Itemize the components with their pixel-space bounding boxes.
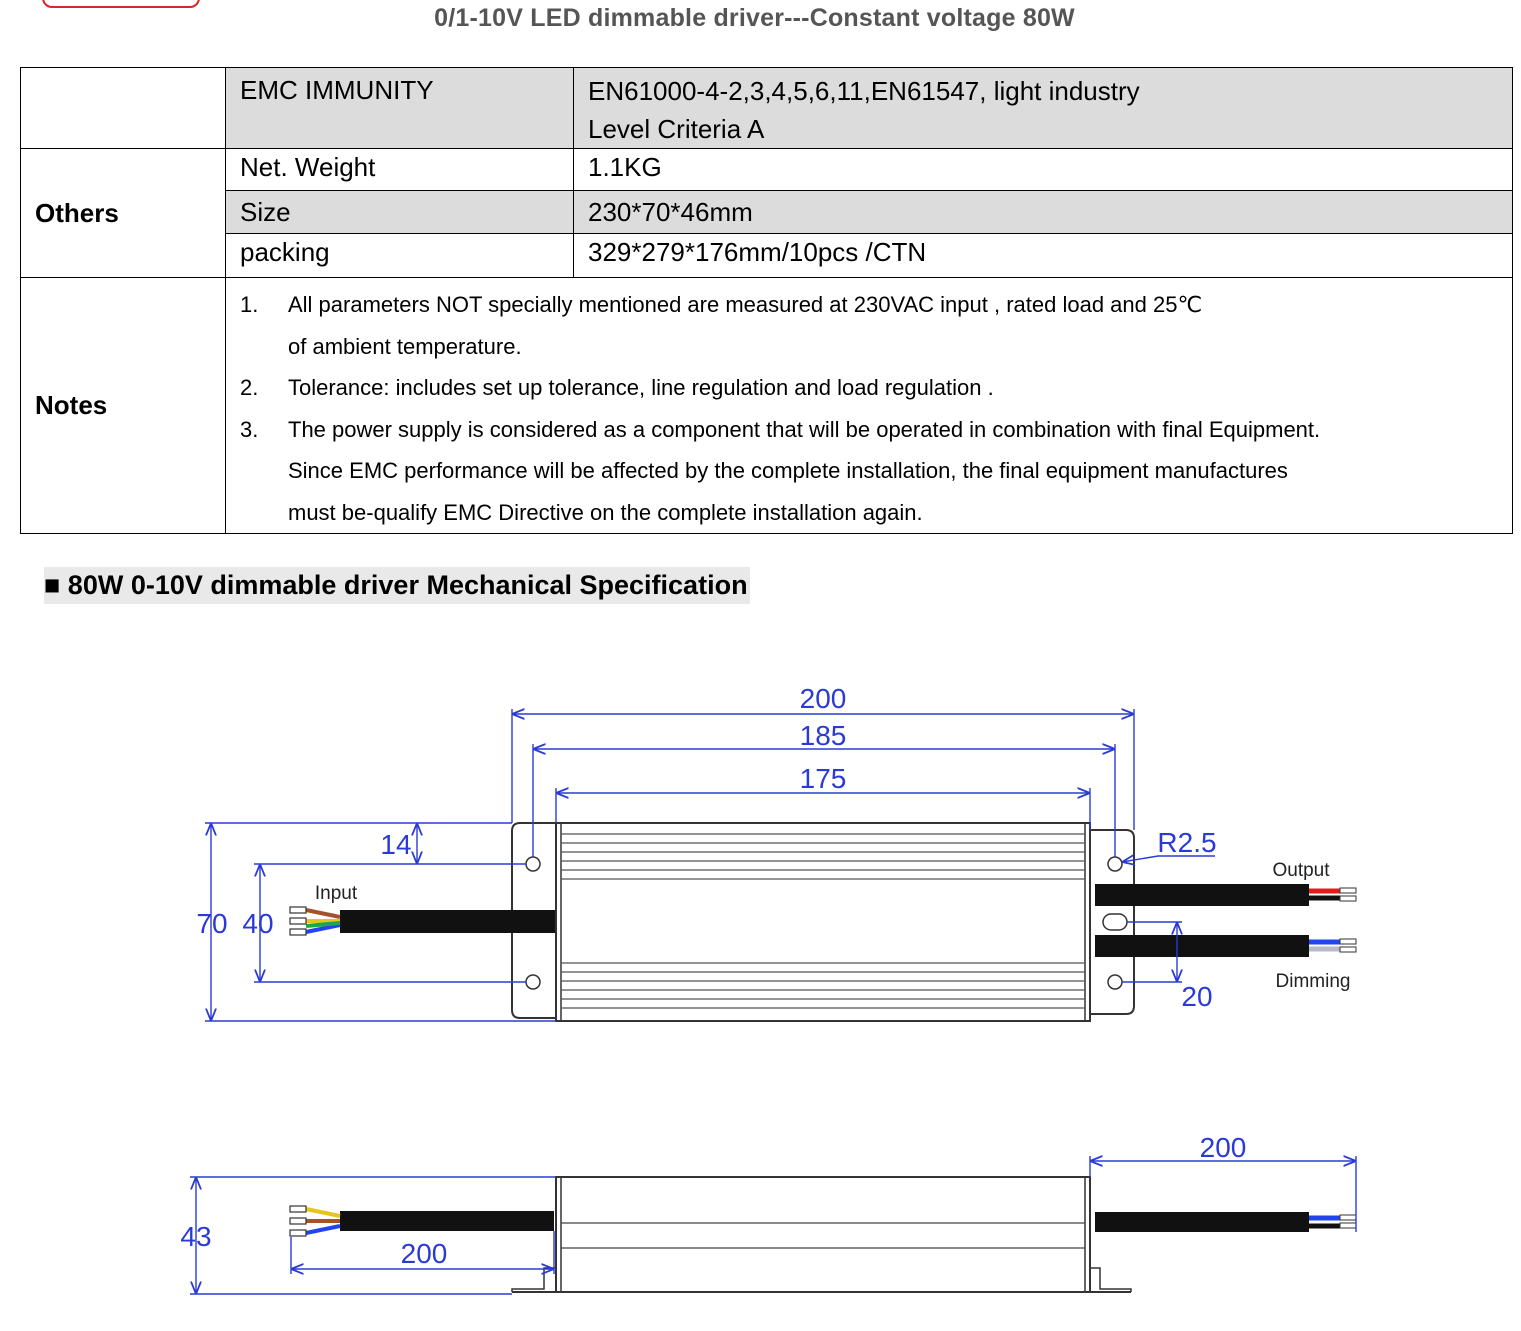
row-label: Net. Weight [226,149,574,191]
emc-label: EMC IMMUNITY [226,68,574,149]
dim-hole-width: 40 [242,908,274,939]
dim-radius: R2.5 [1157,827,1217,858]
side-flange-left [512,1268,556,1292]
input-wire-ends [290,907,306,935]
mounting-slot [1103,914,1127,930]
note-text: All parameters NOT specially mentioned are measured at 230VAC input , rated load and 25℃ [288,292,1203,317]
row-value: 230*70*46mm [574,191,1513,234]
top-view [196,683,1356,1021]
label-output: Output [1272,860,1330,881]
label-dimming: Dimming [1275,971,1351,992]
side-view [180,1132,1356,1294]
dim-overall-width: 70 [196,908,228,939]
input-cable [340,910,555,933]
dim-body-length: 175 [799,763,847,794]
dim-hole-offset: 14 [380,829,412,860]
note-text-continued: Since EMC performance will be affected by the complete installation, the final equipment manufactures [288,458,1288,483]
mechanical-section-title: ■ 80W 0-10V dimmable driver Mechanical Specification [44,567,750,604]
row-value: 1.1KG [574,149,1513,191]
note-text-continued: of ambient temperature. [288,333,522,359]
note-number: 1. [240,292,259,317]
mounting-hole [1108,857,1122,871]
mounting-hole [1108,975,1122,989]
driver-body [556,823,1090,1021]
note-number: 2. [240,375,259,400]
emc-value-line1: EN61000-4-2,3,4,5,6,11,EN61547, light industry [588,76,1140,106]
dim-height: 43 [180,1221,212,1252]
label-input: Input [314,883,358,904]
group-label-others: Others [21,149,226,278]
input-wires [306,910,340,932]
note-text-continued: must be-qualify EMC Directive on the complete installation again. [288,499,923,525]
dimming-cable [1095,935,1309,957]
mounting-hole [526,975,540,989]
note-text: The power supply is considered as a component that will be operated in combination with final Equipment. [288,416,1321,442]
side-flange-right [1090,1268,1131,1292]
page-title: 0/1-10V LED dimmable driver---Constant voltage 80W [434,4,1075,32]
emc-value-line2: Level Criteria A [588,114,765,144]
dim-input-cable: 200 [400,1238,448,1269]
output-cable [1095,884,1309,906]
note-number: 3. [240,416,259,442]
driver-body-side [556,1177,1090,1292]
group-label-notes: Notes [21,278,226,534]
note-text: Tolerance: includes set up tolerance, line regulation and load regulation . [288,375,994,400]
dim-overall-length: 200 [799,683,847,714]
output-cable-side [1095,1212,1309,1232]
dim-output-cable: 200 [1199,1132,1247,1163]
row-label: Size [226,191,574,234]
dim-slot: 20 [1181,981,1213,1012]
dim-hole-spacing: 185 [799,720,847,751]
row-label: packing [226,234,574,278]
row-value: 329*279*176mm/10pcs /CTN [574,234,1513,278]
mounting-hole [526,857,540,871]
input-cable-side [340,1211,554,1231]
